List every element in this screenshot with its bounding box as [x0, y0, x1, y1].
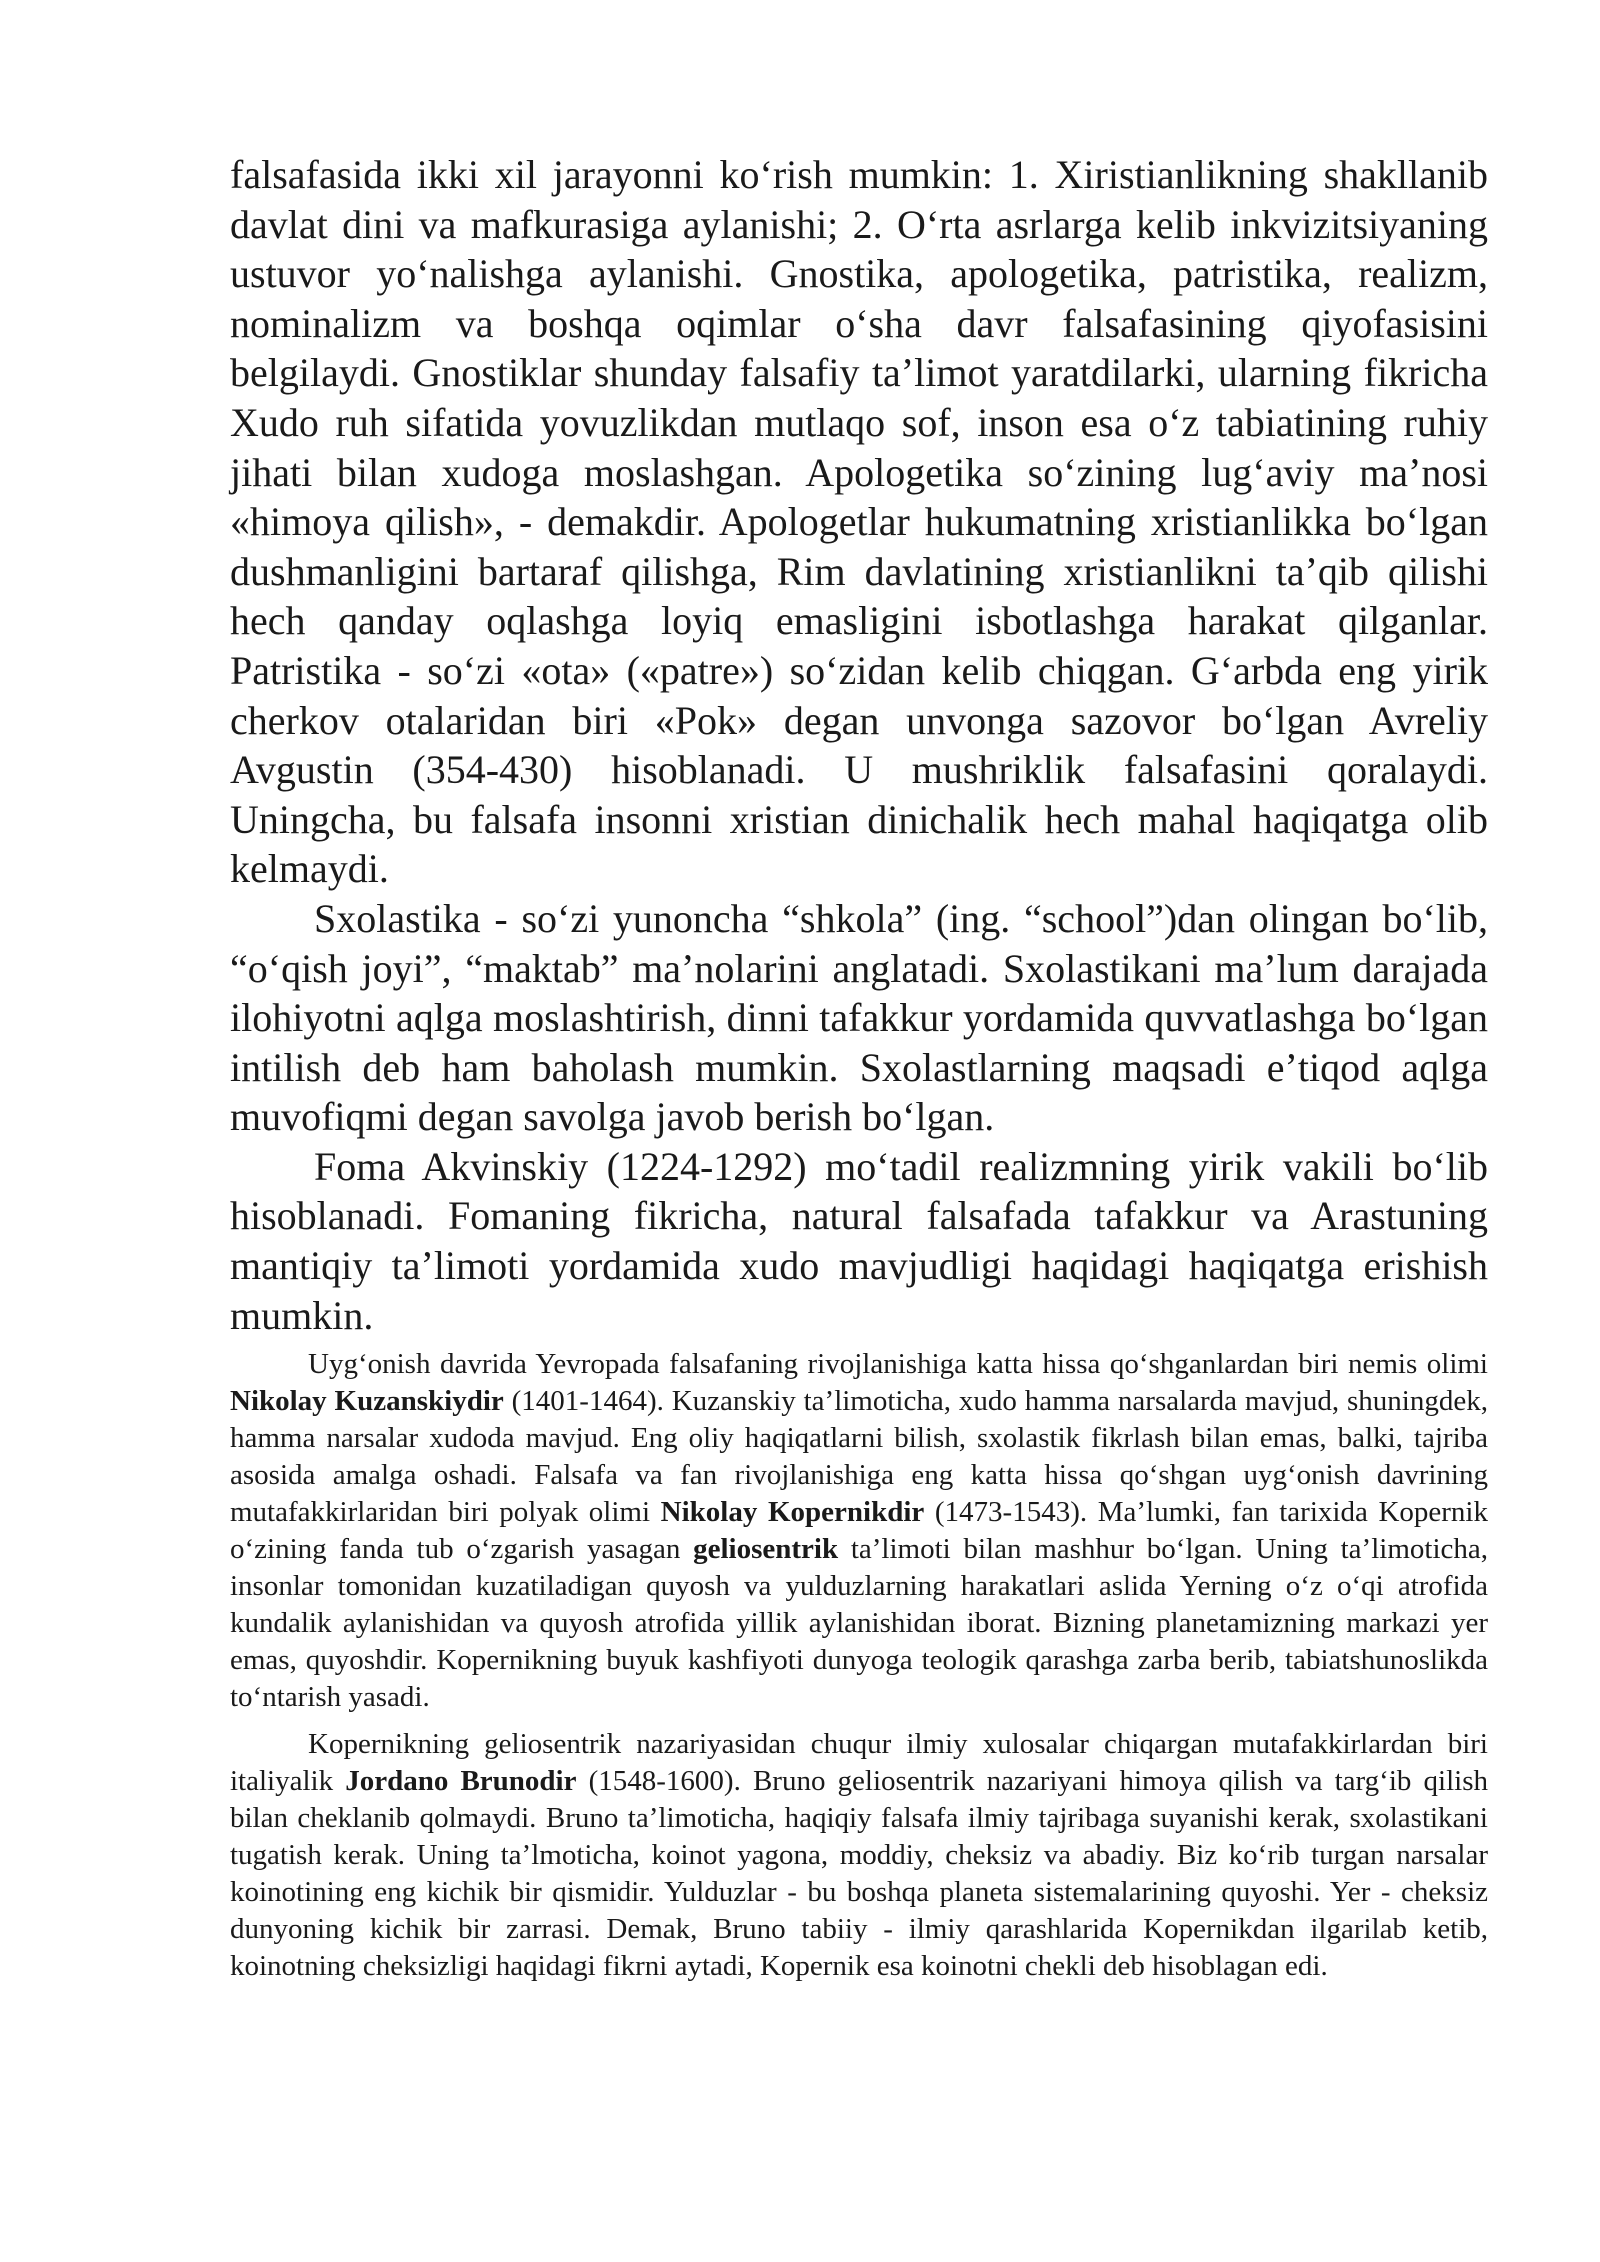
bold-term-kuzanskiy: Nikolay Kuzanskiydir: [230, 1385, 504, 1418]
text-run: (1548-1600). Bruno geliosentrik nazariyani himoya qilish va targʻib qilish bilan cheklanib qolmaydi. Bruno taʼlimoticha, haqiqiy falsafa ilmiy tajribaga suyanishi kerak, sxolastikani tugatish kerak. Uning taʼlmoticha, koinot yagona, moddiy, cheksiz va abadiy. Biz koʻrib turgan narsalar koinotining eng kichik bir qismidir. Yulduzlar - bu boshqa planeta sistemalarining quyoshi. Yer - cheksiz dunyoning kichik bir zarrasi. Demak, Bruno tabiiy - ilmiy qarashlarida Kopernikdan ilgarilab ketib, koinotning cheksizligi haqidagi fikrni aytadi, Kopernik esa koinotni chekli deb hisoblagan edi.: [230, 1765, 1488, 1983]
text-run: Uygʻonish davrida Yevropada falsafaning rivojlanishiga katta hissa qoʻshganlardan biri nemis olimi: [308, 1348, 1488, 1381]
main-text-section: [230, 150, 1488, 1340]
text-run: taʼlimoti bilan mashhur boʻlgan. Uning taʼlimoticha, insonlar tomonidan kuzatiladigan quyosh va yulduzlarning harakatlari aslida Yerning oʻz oʻqi atrofida kundalik aylanishidan va quyosh atrofida yillik aylanishidan iborat. Bizning planetamizning markazi yer emas, quyoshdir. Kopernikning buyuk kashfiyoti dunyoga teologik qarashga zarba berib, tabiatshunoslikda toʻntarish yasadi.: [230, 1533, 1488, 1714]
text-run: (1401-1464). Kuzanskiy taʼlimoticha, xudo hamma narsalarda mavjud, shuningdek, hamma narsalar xudoda mavjud. Eng oliy haqiqatlarni bilish, sxolastik fikrlash bilan emas, balki, tajriba asosida amalga oshadi. Falsafa va fan rivojlanishiga eng katta hissa qoʻshgan uygʻonish davrining mutafakkirlaridan biri polyak olimi: [230, 1385, 1488, 1529]
paragraph-gnostics-apologetics-patristics: falsafasida ikki xil jarayonni koʻrish mumkin: 1. Xiristianlikning shakllanib davlat dini va mafkurasiga aylanishi; 2. Oʻrta asrlarga kelib inkvizitsiyaning ustuvor yoʻnalishga aylanishi. Gnostika, apologetika, patristika, realizm, nominalizm va boshqa oqimlar oʻsha davr falsafasining qiyofasisini belgilaydi. Gnostiklar shunday falsafiy taʼlimot yaratdilarki, ularning fikricha Xudo ruh sifatida yovuzlikdan mutlaqo sof, inson esa oʻz tabiatining ruhiy jihati bilan xudoga moslashgan. Apologetika soʻzining lugʻaviy maʼnosi «himoya qilish», - demakdir. Apologetlar hukumatning xristianlikka boʻlgan dushmanligini bartaraf qilishga, Rim davlatining xristianlikni taʼqib qilishi hech qanday oqlashga loyiq emasligini isbotlashga harakat qilganlar. Patristika - soʻzi «ota» («patre») soʻzidan kelib chiqgan. Gʻarbda eng yirik cherkov otalaridan biri «Pok» degan unvonga sazovor boʻlgan Avreliy Avgustin (354-430) hisoblanadi. U mushriklik falsafasini qoralaydi. Uningcha, bu falsafa insonni xristian dinichalik hech mahal haqiqatga olib kelmaydi.: [230, 152, 1488, 892]
small-text-section: [230, 1346, 1488, 1985]
document-page: [230, 150, 1488, 1985]
paragraph-thomas-aquinas: Foma Akvinskiy (1224-1292) moʻtadil realizmning yirik vakili boʻlib hisoblanadi. Fomaning fikricha, natural falsafada tafakkur va Arastuning mantiqiy taʼlimoti yordamida xudo mavjudligi haqidagi haqiqatga erishish mumkin.: [230, 1143, 1488, 1338]
text-run: Kopernikning geliosentrik nazariyasidan chuqur ilmiy xulosalar chiqargan mutafakkirlardan biri italiyalik: [230, 1728, 1488, 1798]
paragraph-renaissance-copernicus: [230, 1346, 1488, 1716]
bold-term-bruno: Jordano Brunodir: [345, 1765, 577, 1798]
bold-term-geliosentrik: geliosentrik: [693, 1533, 839, 1566]
bold-term-kopernik: Nikolay Kopernikdir: [660, 1496, 925, 1529]
text-run: (1473-1543). Maʼlumki, fan tarixida Kopernik oʻzining fanda tub oʻzgarish yasagan: [230, 1496, 1488, 1566]
paragraph-giordano-bruno: [230, 1726, 1488, 1985]
paragraph-scholasticism: Sxolastika - soʻzi yunoncha “shkola” (ing. “school”)dan olingan boʻlib, “oʻqish joyi”, “maktab” maʼnolarini anglatadi. Sxolastikani maʼlum darajada ilohiyotni aqlga moslashtirish, dinni tafakkur yordamida quvvatlashga boʻlgan intilish deb ham baholash mumkin. Sxolastlarning maqsadi eʼtiqod aqlga muvofiqmi degan savolga javob berish boʻlgan.: [230, 895, 1488, 1140]
